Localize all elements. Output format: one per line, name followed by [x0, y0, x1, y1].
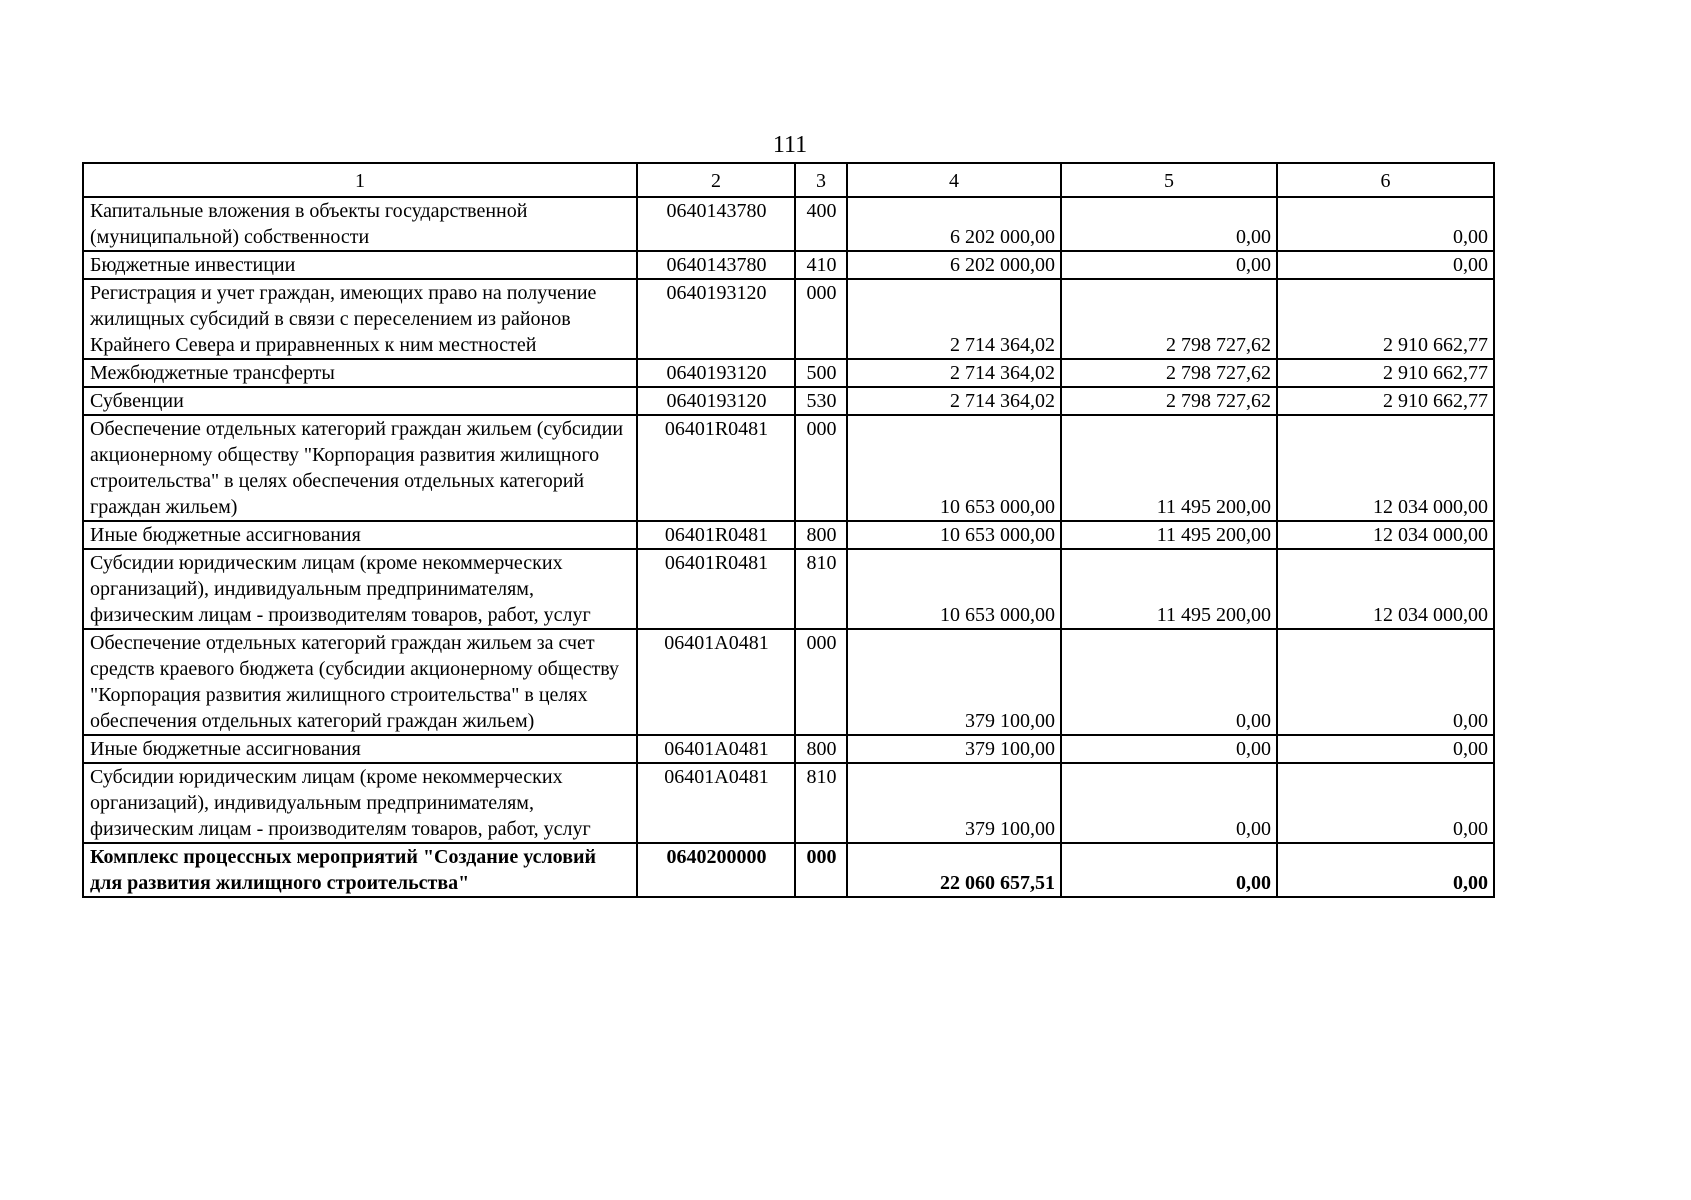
row-type-cell: 500 [795, 359, 847, 387]
row-code-cell: 0640200000 [637, 843, 795, 897]
table-row [83, 629, 1494, 735]
table-row [83, 521, 1494, 549]
table-row [83, 763, 1494, 843]
table-row [83, 415, 1494, 521]
row-value-col4-cell: 22 060 657,51 [847, 843, 1061, 897]
row-name-cell: Обеспечение отдельных категорий граждан жильем (субсидии акционерному обществу "Корпорация развития жилищного строительства" в целях обеспечения отдельных категорий граждан жильем) [83, 415, 637, 521]
table-row [83, 359, 1494, 387]
row-name-cell: Обеспечение отдельных категорий граждан жильем за счет средств краевого бюджета (субсидии акционерному обществу "Корпорация развития жилищного строительства" в целях обеспечения отдельных категорий граждан жильем) [83, 629, 637, 735]
row-type-cell: 800 [795, 521, 847, 549]
row-type-cell: 400 [795, 197, 847, 251]
row-value-col4-cell: 379 100,00 [847, 735, 1061, 763]
row-name-cell: Межбюджетные трансферты [83, 359, 637, 387]
table-total-row [83, 843, 1494, 897]
row-value-col6-cell: 2 910 662,77 [1277, 387, 1494, 415]
row-code-cell: 06401A0481 [637, 629, 795, 735]
row-type-cell: 000 [795, 843, 847, 897]
row-type-cell: 530 [795, 387, 847, 415]
row-value-col4-cell: 10 653 000,00 [847, 415, 1061, 521]
row-value-col5-cell: 0,00 [1061, 197, 1277, 251]
row-value-col5-cell: 0,00 [1061, 843, 1277, 897]
budget-table [82, 162, 1495, 898]
row-value-col6-cell: 0,00 [1277, 251, 1494, 279]
column-header: 3 [795, 163, 847, 197]
row-value-col4-cell: 379 100,00 [847, 763, 1061, 843]
row-value-col4-cell: 379 100,00 [847, 629, 1061, 735]
row-value-col6-cell: 0,00 [1277, 763, 1494, 843]
table-row [83, 735, 1494, 763]
table-row [83, 387, 1494, 415]
row-value-col6-cell: 0,00 [1277, 735, 1494, 763]
row-value-col6-cell: 2 910 662,77 [1277, 359, 1494, 387]
row-code-cell: 06401A0481 [637, 763, 795, 843]
row-value-col4-cell: 2 714 364,02 [847, 279, 1061, 359]
row-value-col5-cell: 2 798 727,62 [1061, 279, 1277, 359]
row-code-cell: 0640193120 [637, 359, 795, 387]
row-type-cell: 000 [795, 629, 847, 735]
row-value-col5-cell: 0,00 [1061, 735, 1277, 763]
row-code-cell: 06401R0481 [637, 521, 795, 549]
row-code-cell: 06401R0481 [637, 549, 795, 629]
row-name-cell: Иные бюджетные ассигнования [83, 735, 637, 763]
table-row [83, 279, 1494, 359]
column-header: 6 [1277, 163, 1494, 197]
row-code-cell: 0640143780 [637, 251, 795, 279]
row-code-cell: 0640193120 [637, 387, 795, 415]
row-name-cell: Регистрация и учет граждан, имеющих право на получение жилищных субсидий в связи с переселением из районов Крайнего Севера и приравненных к ним местностей [83, 279, 637, 359]
row-name-cell: Иные бюджетные ассигнования [83, 521, 637, 549]
column-header: 5 [1061, 163, 1277, 197]
row-type-cell: 800 [795, 735, 847, 763]
page-number: 111 [772, 132, 808, 158]
row-value-col4-cell: 6 202 000,00 [847, 251, 1061, 279]
row-value-col6-cell: 12 034 000,00 [1277, 521, 1494, 549]
row-value-col6-cell: 12 034 000,00 [1277, 415, 1494, 521]
row-value-col4-cell: 2 714 364,02 [847, 387, 1061, 415]
row-code-cell: 0640193120 [637, 279, 795, 359]
table-header-row [83, 163, 1494, 197]
table-row [83, 197, 1494, 251]
row-value-col5-cell: 11 495 200,00 [1061, 415, 1277, 521]
table-row [83, 549, 1494, 629]
row-code-cell: 06401A0481 [637, 735, 795, 763]
row-name-cell: Бюджетные инвестиции [83, 251, 637, 279]
row-name-cell: Субвенции [83, 387, 637, 415]
column-header: 4 [847, 163, 1061, 197]
row-name-cell: Капитальные вложения в объекты государственной (муниципальной) собственности [83, 197, 637, 251]
row-value-col5-cell: 0,00 [1061, 251, 1277, 279]
row-value-col6-cell: 0,00 [1277, 843, 1494, 897]
row-value-col5-cell: 11 495 200,00 [1061, 549, 1277, 629]
row-type-cell: 810 [795, 763, 847, 843]
column-header: 1 [83, 163, 637, 197]
row-value-col6-cell: 12 034 000,00 [1277, 549, 1494, 629]
row-value-col5-cell: 2 798 727,62 [1061, 359, 1277, 387]
column-header: 2 [637, 163, 795, 197]
table-row [83, 251, 1494, 279]
row-value-col4-cell: 10 653 000,00 [847, 549, 1061, 629]
row-value-col5-cell: 2 798 727,62 [1061, 387, 1277, 415]
row-name-cell: Комплекс процессных мероприятий "Создание условий для развития жилищного строительства" [83, 843, 637, 897]
row-type-cell: 000 [795, 415, 847, 521]
row-value-col5-cell: 11 495 200,00 [1061, 521, 1277, 549]
row-value-col4-cell: 2 714 364,02 [847, 359, 1061, 387]
row-value-col5-cell: 0,00 [1061, 629, 1277, 735]
row-name-cell: Субсидии юридическим лицам (кроме некоммерческих организаций), индивидуальным предпринимателям, физическим лицам - производителям товаров, работ, услуг [83, 763, 637, 843]
row-value-col6-cell: 0,00 [1277, 197, 1494, 251]
row-type-cell: 810 [795, 549, 847, 629]
row-value-col5-cell: 0,00 [1061, 763, 1277, 843]
row-value-col6-cell: 2 910 662,77 [1277, 279, 1494, 359]
row-name-cell: Субсидии юридическим лицам (кроме некоммерческих организаций), индивидуальным предпринимателям, физическим лицам - производителям товаров, работ, услуг [83, 549, 637, 629]
row-value-col4-cell: 10 653 000,00 [847, 521, 1061, 549]
row-code-cell: 06401R0481 [637, 415, 795, 521]
row-value-col6-cell: 0,00 [1277, 629, 1494, 735]
row-type-cell: 410 [795, 251, 847, 279]
row-value-col4-cell: 6 202 000,00 [847, 197, 1061, 251]
row-type-cell: 000 [795, 279, 847, 359]
row-code-cell: 0640143780 [637, 197, 795, 251]
